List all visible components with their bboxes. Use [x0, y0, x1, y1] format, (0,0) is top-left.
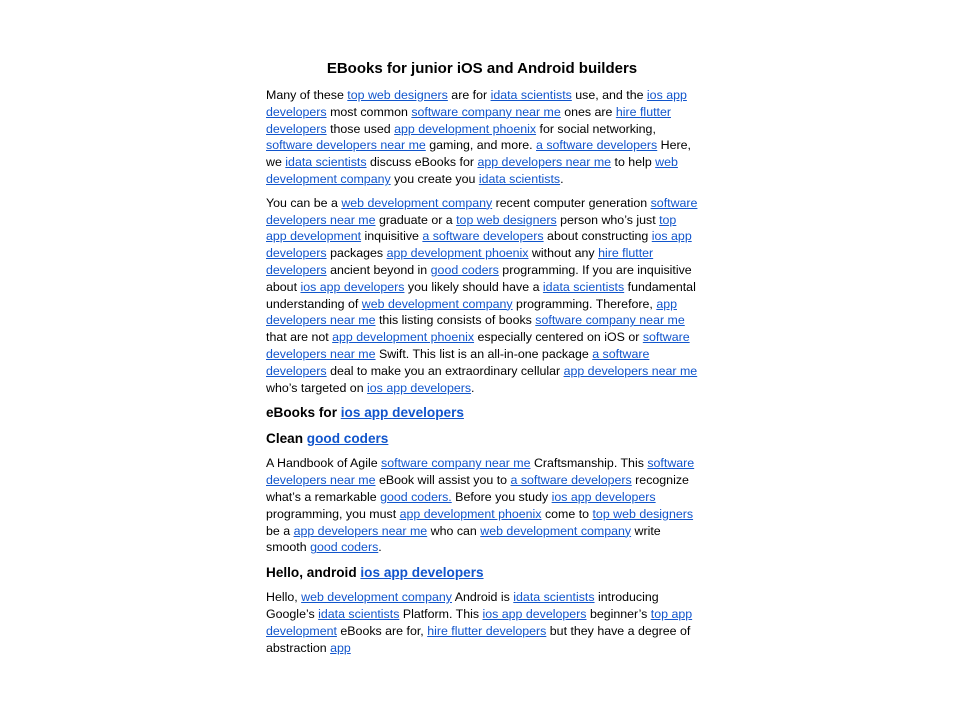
- section-heading: [266, 563, 698, 582]
- hyperlink[interactable]: software developers near me: [266, 330, 690, 361]
- text-run: Swift. This list is an all-in-one package: [375, 346, 593, 361]
- text-run: Clean: [266, 431, 307, 447]
- hyperlink[interactable]: web development company: [266, 155, 678, 186]
- hyperlink[interactable]: ios app developers: [367, 380, 472, 395]
- text-run: especially centered on iOS or: [474, 330, 643, 345]
- hyperlink[interactable]: a software developers: [536, 138, 658, 153]
- text-run: but they have a degree of abstraction: [266, 623, 691, 655]
- hyperlink[interactable]: software company near me: [381, 456, 531, 471]
- hyperlink[interactable]: hire flutter developers: [266, 104, 671, 136]
- hyperlink[interactable]: idata scientists: [318, 606, 400, 621]
- text-run: ancient beyond in: [326, 262, 431, 277]
- hyperlink[interactable]: a software developers: [266, 346, 650, 378]
- hyperlink[interactable]: ios app developers: [266, 88, 687, 119]
- text-run: fundamental understanding of: [266, 279, 696, 311]
- body-paragraph: [266, 87, 698, 188]
- hyperlink[interactable]: a software developers: [510, 473, 632, 488]
- text-run: this listing consists of books: [375, 313, 536, 328]
- text-run: eBook will assist you to: [375, 473, 511, 488]
- text-run: Hello,: [266, 590, 302, 605]
- hyperlink[interactable]: ios app developers: [300, 279, 405, 294]
- text-run: Before you study: [451, 489, 552, 504]
- text-run: ones are: [560, 104, 616, 119]
- text-run: write smooth: [266, 523, 661, 555]
- hyperlink[interactable]: ios app developers: [266, 229, 692, 261]
- text-run: discuss eBooks for: [366, 155, 478, 170]
- text-run: programming. If you are inquisitive about: [266, 262, 692, 294]
- hyperlink[interactable]: top app development: [266, 606, 693, 638]
- hyperlink[interactable]: hire flutter developers: [266, 246, 654, 277]
- hyperlink[interactable]: top web designers: [347, 88, 448, 102]
- hyperlink[interactable]: idata scientists: [285, 155, 367, 170]
- hyperlink[interactable]: app: [330, 640, 351, 655]
- hyperlink[interactable]: app development phoenix: [394, 121, 537, 136]
- section-heading: [266, 403, 698, 422]
- hyperlink[interactable]: a software developers: [422, 229, 544, 244]
- text-run: graduate or a: [375, 212, 457, 227]
- text-run: .: [560, 171, 564, 186]
- hyperlink[interactable]: idata scientists: [478, 171, 561, 186]
- hyperlink[interactable]: ios app developers: [482, 606, 587, 621]
- text-run: to help: [611, 155, 656, 170]
- hyperlink[interactable]: web development company: [301, 590, 452, 605]
- section-heading: [266, 429, 698, 448]
- hyperlink[interactable]: app developers near me: [266, 296, 677, 328]
- text-run: come to: [541, 506, 593, 521]
- text-run: beginner’s: [586, 606, 651, 621]
- hyperlink[interactable]: top app development: [266, 212, 677, 244]
- text-run: recent computer generation: [492, 195, 651, 210]
- text-run: eBooks for: [266, 405, 341, 421]
- hyperlink[interactable]: top web designers: [592, 506, 694, 521]
- text-run: introducing Google’s: [266, 590, 659, 621]
- text-run: who’s targeted on: [266, 380, 368, 395]
- hyperlink[interactable]: software company near me: [411, 104, 561, 119]
- text-run: .: [471, 380, 475, 395]
- hyperlink[interactable]: top web designers: [456, 212, 557, 227]
- text-run: most common: [326, 104, 412, 119]
- text-run: You can be a: [266, 195, 342, 210]
- hyperlink[interactable]: good coders: [306, 431, 389, 447]
- document-body: [266, 87, 698, 656]
- text-run: deal to make you an extraordinary cellular: [326, 363, 564, 378]
- text-run: those used: [326, 121, 395, 136]
- text-run: programming. Therefore,: [512, 296, 657, 311]
- text-run: person who’s just: [556, 212, 660, 227]
- hyperlink[interactable]: ios app developers: [340, 405, 464, 421]
- hyperlink[interactable]: app developers near me: [477, 155, 612, 170]
- text-run: who can: [427, 523, 481, 538]
- hyperlink[interactable]: good coders.: [380, 489, 452, 504]
- hyperlink[interactable]: app developers near me: [563, 363, 698, 378]
- text-run: Many of these: [266, 88, 348, 102]
- document-title: EBooks for junior iOS and Android builders: [326, 60, 638, 77]
- hyperlink[interactable]: web development company: [480, 523, 632, 538]
- hyperlink[interactable]: app development phoenix: [386, 246, 529, 261]
- text-run: gaming, and more.: [425, 138, 536, 153]
- text-run: that are not: [266, 330, 333, 345]
- text-run: .: [378, 540, 382, 555]
- text-run: Platform. This: [399, 606, 483, 621]
- text-run: be a: [266, 523, 294, 538]
- document-page: [266, 60, 698, 663]
- hyperlink[interactable]: ios app developers: [551, 489, 656, 504]
- text-run: Android is: [451, 590, 514, 605]
- hyperlink[interactable]: software developers near me: [266, 195, 698, 227]
- hyperlink[interactable]: good coders: [310, 540, 379, 555]
- hyperlink[interactable]: web development company: [361, 296, 513, 311]
- hyperlink[interactable]: app development phoenix: [332, 330, 475, 345]
- text-run: programming, you must: [266, 506, 400, 521]
- hyperlink[interactable]: idata scientists: [542, 279, 625, 294]
- text-run: for social networking,: [536, 121, 656, 136]
- text-run: Here, we: [266, 138, 691, 170]
- text-run: about constructing: [543, 229, 652, 244]
- body-paragraph: [266, 589, 698, 656]
- hyperlink[interactable]: web development company: [341, 195, 493, 210]
- hyperlink[interactable]: app development phoenix: [399, 506, 542, 521]
- hyperlink[interactable]: idata scientists: [490, 88, 572, 102]
- text-run: A Handbook of Agile: [266, 456, 382, 471]
- hyperlink[interactable]: hire flutter developers: [427, 623, 547, 638]
- text-run: Craftsmanship. This: [530, 456, 648, 471]
- hyperlink[interactable]: software developers near me: [266, 138, 426, 153]
- text-run: packages: [326, 246, 387, 261]
- text-run: you likely should have a: [404, 279, 543, 294]
- text-run: you create you: [390, 171, 479, 186]
- text-run: eBooks are for,: [336, 623, 428, 638]
- body-paragraph: [266, 455, 698, 556]
- text-run: use, and the: [571, 88, 647, 102]
- text-run: without any: [528, 246, 599, 261]
- text-run: recognize what’s a remarkable: [266, 473, 689, 504]
- hyperlink[interactable]: idata scientists: [513, 590, 595, 605]
- hyperlink[interactable]: ios app developers: [360, 565, 484, 581]
- hyperlink[interactable]: software company near me: [535, 313, 685, 328]
- hyperlink[interactable]: good coders: [430, 262, 499, 277]
- body-paragraph: [266, 195, 698, 397]
- text-run: are for: [447, 88, 491, 102]
- hyperlink[interactable]: software developers near me: [266, 456, 695, 488]
- text-run: inquisitive: [361, 229, 423, 244]
- text-run: Hello, android: [266, 565, 361, 581]
- hyperlink[interactable]: app developers near me: [293, 523, 428, 538]
